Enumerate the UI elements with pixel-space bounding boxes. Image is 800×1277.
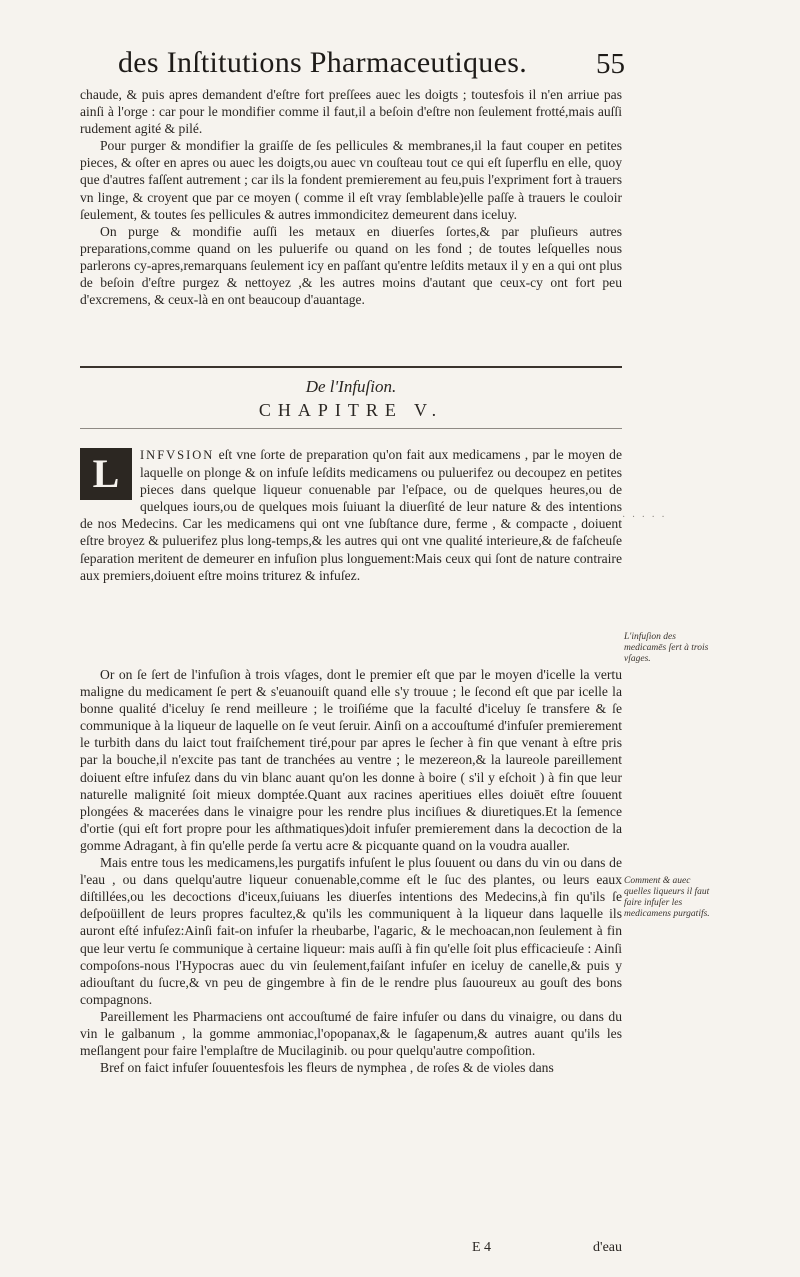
bleed-through-mark: · · · · · bbox=[622, 512, 667, 523]
section-rule bbox=[80, 366, 622, 368]
text-block-top bbox=[80, 86, 622, 308]
chapter-opening bbox=[80, 446, 622, 584]
paragraph bbox=[80, 446, 622, 584]
page-number: 55 bbox=[596, 48, 625, 80]
decorated-initial: L bbox=[80, 448, 132, 500]
running-title: des Inſtitutions Pharmaceutiques. bbox=[118, 46, 527, 79]
lead-text: eſt vne ſorte de preparation qu'on fait aux medicamens , par le moyen de laquelle on plonge & on infuſe leſdits medicamens ou puluerifez ou decoupez en petites pieces dans quelque liqueur conuenable par l'eſpace, ou de quelques heures,ou de quelques iours,ou de quelques mois ſuiuant la diuerſité de leur nature & des intentions de nos Medecins. Car les medicamens qui ont vne ſubſtance dure, ferme , & compacte , doiuent eſtre broyez & puluerifez plus long-temps,& les autres qui ont vne qualité interieure,& de faſcheuſe ſeparation meritent de demeurer en infuſion plus longuement:Mais ceux qui ſont de nature contraire aux premiers,doiuent eſtre moins triturez & infuſez. bbox=[80, 447, 622, 583]
text-block-bottom bbox=[80, 666, 622, 1076]
lead-caps: INFVSION bbox=[140, 448, 215, 462]
page-header bbox=[0, 46, 800, 84]
signature-mark: E 4 bbox=[472, 1240, 492, 1255]
chapter-rule bbox=[80, 428, 622, 429]
paragraph: Or on ſe ſert de l'infuſion à trois vſages, dont le premier eſt que par le moyen d'icelle la vertu maligne du medicament ſe pert & s'euanouiſt quand elle s'y trouue ; le ſecond eſt que par icelle la bonne qualité d'iceluy ſe rend meilleure ; le troiſiéme que la faculté d'iceluy ſe transfere & ſe communique à la liqueur de laquelle on ſe veut ſeruir. Ainſi on a accouſtumé d'infuſer premierement le turbith dans du laict tout fraiſchement tiré,pour par apres le ſecher à fin que venant à eſtre pris par la bouche,il n'excite pas tant de tranchées au ventre ; le mezereon,& la laureole pareillement doiuent eſtre infuſez dans du vin blanc auant qu'on les donne à boire ( s'il y eſchoit ) à fin que leur naturelle malignité ſoit mieux domptée.Quant aux racines aperitiues elles doiuēt eſtre ſouuent plongées & macerées dans le vinaigre pour les rendre plus inciſiues & diuretiques.Et la ſemence d'ortie (qui eſt fort propre pour les aſthmatiques)doit infuſer premierement dans la decoction de la gomme Adragant, à fin qu'elle perde ſa vertu acre & picquante quand on la voudra aualler. bbox=[80, 667, 622, 853]
paragraph: On purge & mondifie auſſi les metaux en diuerſes ſortes,& par pluſieurs autres preparations,comme quand on les puluerife ou quand on les fond ; de toutes leſquelles nous parlerons cy-apres,remarquans ſeulement icy en paſſant qu'entre leſdits metaux il y en a qui ont plus de beſoin d'eſtre purgez & nettoyez ,& les autres moins d'autant que ceux-cy ont fort peu d'excremens, & ceux-là en ont beaucoup d'auantage. bbox=[80, 223, 622, 308]
catchword: d'eau bbox=[593, 1240, 622, 1255]
margin-note: Comment & auec quelles liqueurs il faut faire infuſer les medicamens purgatifs. bbox=[624, 876, 710, 919]
paragraph: Pareillement les Pharmaciens ont accouſtumé de faire infuſer ou dans du vinaigre, ou dans du vin le galbanum , la gomme ammoniac,l'opopanax,& le ſagapenum,& autres auant qu'ils les meſlangent pour faire l'emplaſtre de Mucilaginib. ou pour quelqu'autre compoſition. bbox=[80, 1008, 622, 1059]
section-title: De l'Infuſion. bbox=[305, 377, 397, 396]
paragraph: chaude, & puis apres demandent d'eſtre fort preſſees auec les doigts ; toutesfois il n'en arriue pas ainſi à l'orge : car pour le mondifier comme il faut,il a beſoin d'eſtre non ſeulement frotté,mais auſſi rudement agité & pilé. bbox=[80, 87, 622, 137]
margin-note: L'infuſion des medicamēs ſert à trois vſages. bbox=[624, 632, 709, 664]
paragraph: Pour purger & mondifier la graiſſe de ſes pellicules & membranes,il la faut couper en petites pieces, & oſter en apres ou auec les doigts,ou auec vn couſteau tout ce qui eſt ſuperflu en elle, quoy que d'autres faſſent autrement ; car ils la fondent premierement au feu,puis l'expriment fort à trauers vn linge, & croyent que par ce moyen ( comme il eſt vray ſemblable)elle paſſe à trauers le couloir ſeulement, & toutes ſes pellicules & autres immondicitez demeurent dans iceluy. bbox=[80, 138, 622, 222]
paragraph: Bref on faict infuſer ſouuentesfois les fleurs de nymphea , de roſes & de violes dans bbox=[100, 1060, 554, 1076]
chapter-heading: CHAPITRE V. bbox=[258, 400, 444, 420]
paragraph: Mais entre tous les medicamens,les purgatifs infuſent le plus ſouuent ou dans du vin ou dans de l'eau , ou dans quelqu'autre liqueur conuenable,comme eſt le ſuc des plantes, ou leurs eaux diſtillées,ou les decoctions d'iceux,ſuiuans les diuerſes intentions des Medecins,à fin qu'ils ſe deſpoüillent de leurs propres facultez,& qu'ils les communiquent à la liqueur dans laquelle ils auront eſté infuſez:Ainſi fait-on infuſer la rheubarbe, l'agaric, & le mechoacan,non ſeulement à fin que leur vertu ſe communique à certaine liqueur: mais auſſi à fin qu'elle ſoit plus efficacieuſe : Ainſi compoſons-nous l'Hypocras auec du vin ſeulement,faiſant infuſer en iceluy de canelle,& puis y adiouſtant du ſucre,& vn peu de gingembre à fin de le rendre plus ſauoureux au gouſt des bons compagnons. bbox=[80, 855, 622, 1007]
page-footer bbox=[80, 1240, 622, 1260]
